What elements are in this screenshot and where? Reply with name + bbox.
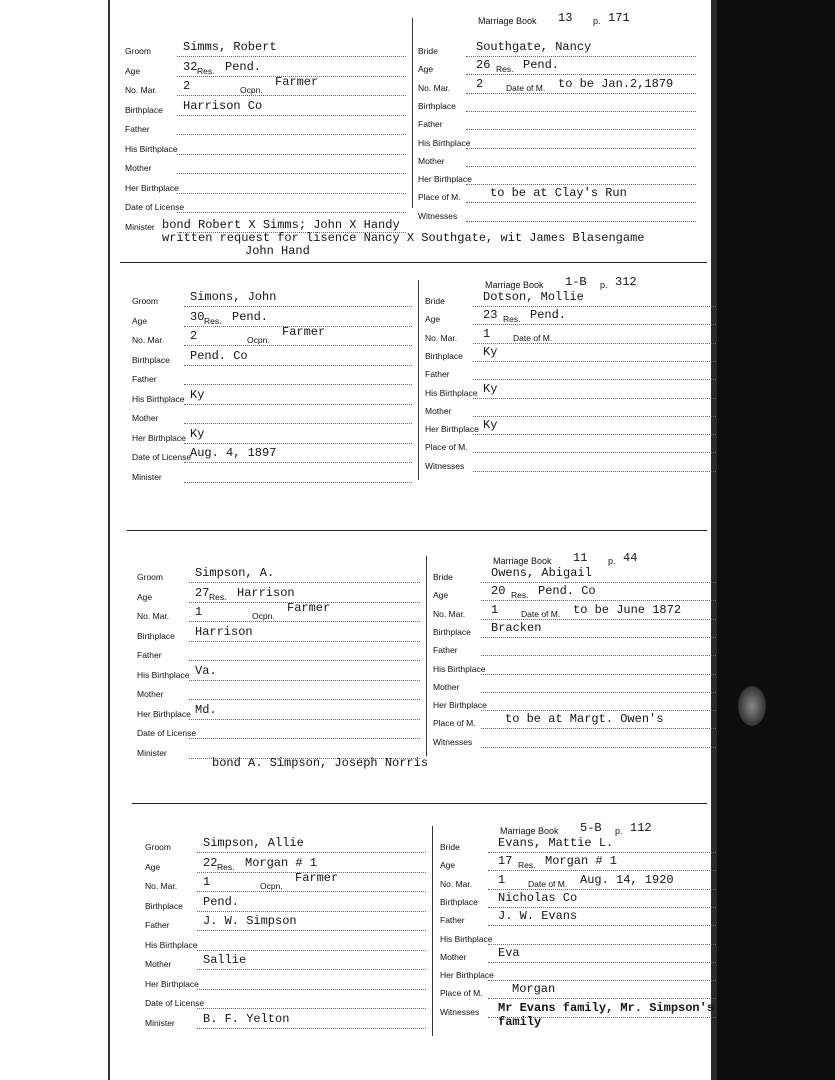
- bride-mother-label: Mother: [440, 951, 467, 962]
- bride-witnesses-label: Witnesses: [440, 1006, 480, 1017]
- bride-place-of-m-value: Morgan: [512, 982, 556, 997]
- record-note: John Hand: [245, 244, 310, 258]
- form-line: [197, 930, 426, 931]
- form-line: [481, 747, 716, 748]
- column-divider: [426, 556, 427, 756]
- groom-no-mar-value: 1: [203, 875, 211, 889]
- form-line: [177, 115, 406, 116]
- groom-ocpn-label: Ocpn.: [247, 335, 270, 345]
- bride-date-of-m-label: Date of M.: [521, 608, 561, 619]
- groom-birthplace-value: Pend.: [203, 894, 240, 909]
- form-line: [189, 680, 420, 681]
- bride-age-label: Age: [425, 314, 441, 325]
- bride-no-mar-label: No. Mar.: [425, 332, 458, 343]
- groom-minister-label: Minister: [125, 221, 155, 232]
- groom-mother-label: Mother: [125, 163, 152, 173]
- groom-date-of-license-value: Aug. 4, 1897: [190, 446, 277, 460]
- bride-his-birthplace-label: His Birthplace: [425, 387, 478, 398]
- bride-birthplace-value: Ky: [483, 344, 498, 359]
- bride-age-label: Age: [433, 590, 449, 601]
- bride-place-of-m-value: to be at Clay's Run: [490, 186, 627, 201]
- bride-age-label: Age: [440, 860, 456, 871]
- groom-date-of-license-label: Date of License: [132, 452, 192, 462]
- marriage-book-label: Marriage Book: [493, 556, 552, 566]
- bride-father-value: J. W. Evans: [498, 909, 578, 924]
- bride-date-of-m-value: to be Jan.2,1879: [558, 76, 674, 91]
- form-line: [488, 962, 716, 963]
- bride-his-birthplace-label: His Birthplace: [418, 137, 471, 148]
- form-line: [184, 384, 412, 385]
- bride-witnesses-label: Witnesses: [418, 210, 458, 221]
- form-line: [481, 655, 716, 656]
- groom-age-label: Age: [125, 65, 141, 76]
- groom-father-label: Father: [145, 920, 170, 930]
- bride-date-of-m-value: to be June 1872: [573, 602, 682, 617]
- groom-ocpn-value: Farmer: [275, 75, 319, 89]
- bride-bride-label: Bride: [440, 842, 460, 852]
- bride-place-of-m-label: Place of M.: [440, 988, 483, 999]
- bride-res-label: Res.: [496, 64, 514, 75]
- form-line: [488, 907, 716, 908]
- bride-father-label: Father: [433, 645, 458, 656]
- groom-minister-value: B. F. Yelton: [203, 1011, 290, 1026]
- groom-his-birthplace-label: His Birthplace: [137, 669, 190, 680]
- bride-no-mar-label: No. Mar.: [433, 608, 466, 619]
- form-line: [473, 471, 716, 472]
- marriage-book-page: 171: [608, 11, 630, 25]
- form-line: [473, 434, 716, 435]
- form-line: [488, 889, 716, 890]
- groom-his-birthplace-value: Ky: [190, 387, 205, 402]
- groom-his-birthplace-label: His Birthplace: [125, 143, 178, 154]
- groom-mother-label: Mother: [132, 413, 159, 423]
- form-line: [481, 710, 716, 711]
- groom-age-label: Age: [132, 315, 148, 326]
- bride-res-label: Res.: [503, 314, 521, 325]
- form-line: [197, 1008, 426, 1009]
- column-divider: [412, 18, 413, 208]
- groom-groom-value: Simpson, Allie: [203, 836, 304, 850]
- bride-mother-label: Mother: [418, 155, 445, 166]
- groom-birthplace-value: Harrison: [195, 624, 253, 639]
- groom-no-mar-label: No. Mar.: [137, 611, 170, 621]
- bride-her-birthplace-label: Her Birthplace: [440, 970, 494, 981]
- bride-age-value: 26: [476, 58, 491, 73]
- form-line: [473, 379, 716, 380]
- form-line: [481, 582, 716, 583]
- form-line: [473, 324, 716, 325]
- bride-bride-label: Bride: [433, 572, 453, 582]
- form-line: [481, 600, 716, 601]
- groom-birthplace-label: Birthplace: [132, 354, 170, 365]
- form-line: [184, 443, 412, 444]
- bride-bride-label: Bride: [425, 296, 445, 306]
- form-line: [473, 306, 716, 307]
- bride-no-mar-value: 1: [498, 872, 506, 887]
- groom-groom-label: Groom: [132, 296, 158, 306]
- bride-birthplace-label: Birthplace: [418, 100, 456, 111]
- card-separator: [132, 803, 707, 804]
- groom-age-value: 27: [195, 585, 210, 600]
- bride-birthplace-value: Nicholas Co: [498, 890, 578, 905]
- form-line: [177, 154, 406, 155]
- form-line: [488, 925, 716, 926]
- bride-his-birthplace-value: Ky: [483, 381, 498, 396]
- groom-date-of-license-label: Date of License: [145, 998, 205, 1008]
- bride-bride-label: Bride: [418, 46, 438, 56]
- bride-no-mar-label: No. Mar.: [418, 82, 451, 93]
- form-line: [481, 674, 716, 675]
- groom-birthplace-label: Birthplace: [137, 630, 175, 641]
- groom-res-value: Pend.: [232, 309, 269, 324]
- record-note: bond A. Simpson, Joseph Norris: [212, 756, 429, 770]
- bride-age-value: 23: [483, 308, 498, 323]
- groom-res-value: Morgan # 1: [245, 855, 318, 870]
- groom-her-birthplace-value: Ky: [190, 426, 205, 441]
- marriage-book-label: Marriage Book: [478, 16, 537, 26]
- groom-age-value: 32: [183, 59, 198, 74]
- form-line: [184, 462, 412, 463]
- bride-bride-value: Owens, Abigail: [491, 566, 592, 580]
- groom-minister-label: Minister: [132, 471, 162, 482]
- column-divider: [418, 280, 419, 480]
- groom-age-value: 22: [203, 855, 218, 870]
- groom-birthplace-value: Harrison Co: [183, 98, 263, 113]
- groom-res-label: Res.: [209, 591, 227, 602]
- page-label: p.: [615, 826, 623, 836]
- groom-father-label: Father: [125, 124, 150, 134]
- groom-res-label: Res.: [217, 861, 235, 872]
- bride-age-label: Age: [418, 64, 434, 75]
- groom-birthplace-label: Birthplace: [145, 900, 183, 911]
- form-line: [197, 891, 426, 892]
- bride-father-label: Father: [418, 119, 443, 130]
- form-line: [488, 944, 716, 945]
- form-line: [177, 56, 406, 57]
- bride-res-label: Res.: [518, 860, 536, 871]
- scan-right-margin: [717, 0, 835, 1080]
- form-line: [197, 852, 426, 853]
- bride-res-value: Pend. Co: [538, 584, 596, 599]
- bride-her-birthplace-label: Her Birthplace: [433, 700, 487, 711]
- bride-birthplace-value: Bracken: [491, 620, 542, 635]
- form-line: [466, 166, 696, 167]
- groom-minister-label: Minister: [137, 747, 167, 758]
- form-line: [197, 1028, 426, 1029]
- groom-father-value: J. W. Simpson: [203, 914, 297, 928]
- bride-date-of-m-label: Date of M.: [513, 332, 553, 343]
- groom-her-birthplace-label: Her Birthplace: [125, 182, 179, 193]
- groom-his-birthplace-label: His Birthplace: [132, 393, 185, 404]
- groom-her-birthplace-label: Her Birthplace: [132, 432, 186, 443]
- marriage-book-number: 5-B: [580, 821, 602, 835]
- form-line: [177, 173, 406, 174]
- form-line: [184, 365, 412, 366]
- groom-ocpn-label: Ocpn.: [252, 611, 275, 621]
- form-line: [481, 728, 716, 729]
- groom-groom-label: Groom: [125, 46, 151, 56]
- form-line: [466, 148, 696, 149]
- form-line: [184, 404, 412, 405]
- form-line: [473, 416, 716, 417]
- marriage-book-number: 1-B: [565, 275, 587, 289]
- form-line: [177, 95, 406, 96]
- bride-bride-value: Evans, Mattie L.: [498, 836, 614, 850]
- bride-res-label: Res.: [511, 590, 529, 601]
- groom-age-label: Age: [145, 861, 161, 872]
- groom-groom-label: Groom: [137, 572, 163, 582]
- bride-date-of-m-label: Date of M.: [506, 82, 546, 93]
- form-line: [189, 582, 420, 583]
- form-line: [466, 184, 696, 185]
- form-line: [466, 111, 696, 112]
- bride-birthplace-label: Birthplace: [425, 350, 463, 361]
- bride-her-birthplace-label: Her Birthplace: [425, 424, 479, 435]
- groom-res-label: Res.: [204, 315, 222, 326]
- form-line: [473, 361, 716, 362]
- groom-groom-label: Groom: [145, 842, 171, 852]
- marriage-book-page: 112: [630, 821, 652, 835]
- groom-his-birthplace-label: His Birthplace: [145, 939, 198, 950]
- form-line: [466, 221, 696, 222]
- column-divider: [432, 826, 433, 1036]
- form-line: [184, 482, 412, 483]
- marriage-book-label: Marriage Book: [500, 826, 559, 836]
- groom-ocpn-value: Farmer: [282, 325, 326, 339]
- marriage-book-page: 44: [623, 551, 638, 565]
- groom-father-label: Father: [137, 650, 162, 660]
- form-line: [177, 212, 406, 213]
- marriage-book-number: 13: [558, 11, 573, 25]
- bride-birthplace-label: Birthplace: [433, 626, 471, 637]
- bride-age-value: 17: [498, 854, 513, 869]
- bride-no-mar-value: 2: [476, 76, 484, 91]
- form-line: [466, 129, 696, 130]
- bride-bride-value: Dotson, Mollie: [483, 290, 584, 304]
- groom-her-birthplace-label: Her Birthplace: [137, 708, 191, 719]
- groom-groom-value: Simons, John: [190, 290, 277, 304]
- groom-date-of-license-label: Date of License: [137, 728, 197, 738]
- form-line: [189, 641, 420, 642]
- bride-her-birthplace-value: Ky: [483, 418, 498, 433]
- groom-no-mar-value: 2: [183, 79, 191, 93]
- bride-place-of-m-label: Place of M.: [425, 442, 468, 453]
- form-line: [189, 699, 420, 700]
- groom-ocpn-value: Farmer: [295, 871, 339, 885]
- groom-date-of-license-label: Date of License: [125, 202, 185, 212]
- form-line: [466, 74, 696, 75]
- groom-groom-value: Simpson, A.: [195, 566, 275, 580]
- record-note: written request for lisence Nancy X Southgate, wit James Blasengame: [162, 231, 645, 245]
- groom-birthplace-value: Pend. Co: [190, 348, 248, 363]
- bride-no-mar-value: 1: [491, 602, 499, 617]
- form-line: [481, 619, 716, 620]
- marriage-book-label: Marriage Book: [485, 280, 544, 290]
- form-line: [189, 719, 420, 720]
- form-line: [473, 343, 716, 344]
- bride-date-of-m-label: Date of M.: [528, 878, 568, 889]
- groom-no-mar-value: 1: [195, 605, 203, 619]
- form-line: [481, 637, 716, 638]
- form-line: [473, 452, 716, 453]
- groom-ocpn-label: Ocpn.: [240, 85, 263, 95]
- groom-groom-value: Simms, Robert: [183, 40, 277, 54]
- form-line: [197, 989, 426, 990]
- bride-res-value: Pend.: [523, 58, 560, 73]
- groom-mother-label: Mother: [145, 959, 172, 969]
- bride-witnesses-label: Witnesses: [433, 736, 473, 747]
- form-line: [184, 306, 412, 307]
- bride-his-birthplace-label: His Birthplace: [433, 663, 486, 674]
- form-line: [189, 738, 420, 739]
- card-separator: [120, 262, 707, 263]
- bride-father-label: Father: [425, 369, 450, 380]
- page-label: p.: [608, 556, 616, 566]
- groom-res-label: Res.: [197, 65, 215, 76]
- groom-no-mar-label: No. Mar.: [132, 335, 165, 345]
- groom-res-value: Pend.: [225, 59, 262, 74]
- form-line: [488, 980, 716, 981]
- form-line: [197, 969, 426, 970]
- form-line: [466, 56, 696, 57]
- marriage-book-page: 312: [615, 275, 637, 289]
- groom-birthplace-label: Birthplace: [125, 104, 163, 115]
- bride-res-value: Morgan # 1: [545, 854, 618, 869]
- groom-her-birthplace-value: Md.: [195, 702, 217, 717]
- bride-no-mar-label: No. Mar.: [440, 878, 473, 889]
- form-line: [466, 93, 696, 94]
- groom-minister-label: Minister: [145, 1017, 175, 1028]
- scan-right-edge: [711, 0, 717, 1080]
- form-line: [177, 193, 406, 194]
- groom-ocpn-label: Ocpn.: [260, 881, 283, 891]
- groom-father-label: Father: [132, 374, 157, 384]
- groom-age-label: Age: [137, 591, 153, 602]
- form-line: [473, 398, 716, 399]
- marriage-book-number: 11: [573, 551, 588, 565]
- groom-ocpn-value: Farmer: [287, 601, 331, 615]
- form-line: [189, 621, 420, 622]
- groom-no-mar-label: No. Mar.: [145, 881, 178, 891]
- bride-age-value: 20: [491, 584, 506, 599]
- groom-mother-value: Sallie: [203, 953, 247, 967]
- form-line: [197, 911, 426, 912]
- form-line: [177, 134, 406, 135]
- form-line: [488, 998, 716, 999]
- bride-birthplace-label: Birthplace: [440, 896, 478, 907]
- bride-date-of-m-value: Aug. 14, 1920: [580, 872, 674, 887]
- form-line: [184, 423, 412, 424]
- ink-smudge: [738, 686, 766, 726]
- page-label: p.: [600, 280, 608, 290]
- bride-mother-label: Mother: [433, 681, 460, 692]
- scan-left-edge: [108, 0, 110, 1080]
- groom-her-birthplace-label: Her Birthplace: [145, 978, 199, 989]
- bride-mother-label: Mother: [425, 405, 452, 416]
- page-label: p.: [593, 16, 601, 26]
- form-line: [481, 692, 716, 693]
- bride-mother-value: Eva: [498, 945, 520, 960]
- bride-bride-value: Southgate, Nancy: [476, 40, 592, 54]
- bride-his-birthplace-label: His Birthplace: [440, 933, 493, 944]
- form-line: [488, 870, 716, 871]
- bride-res-value: Pend.: [530, 308, 567, 323]
- record-note: bond Robert X Simms; John X Handy: [162, 218, 400, 232]
- bride-no-mar-value: 1: [483, 326, 491, 341]
- form-line: [184, 345, 412, 346]
- groom-no-mar-label: No. Mar.: [125, 85, 158, 95]
- groom-mother-label: Mother: [137, 689, 164, 699]
- bride-place-of-m-label: Place of M.: [433, 718, 476, 729]
- groom-no-mar-value: 2: [190, 329, 198, 343]
- form-line: [189, 660, 420, 661]
- bride-witnesses-label: Witnesses: [425, 460, 465, 471]
- groom-his-birthplace-value: Va.: [195, 663, 217, 678]
- form-line: [488, 852, 716, 853]
- groom-res-value: Harrison: [237, 585, 295, 600]
- groom-age-value: 30: [190, 309, 205, 324]
- bride-witnesses-value: Mr Evans family, Mr. Simpson's family: [498, 1000, 715, 1029]
- bride-her-birthplace-label: Her Birthplace: [418, 174, 472, 185]
- card-separator: [127, 530, 707, 531]
- bride-place-of-m-value: to be at Margt. Owen's: [505, 712, 664, 727]
- bride-place-of-m-label: Place of M.: [418, 192, 461, 203]
- form-line: [197, 950, 426, 951]
- form-line: [466, 202, 696, 203]
- bride-father-label: Father: [440, 915, 465, 926]
